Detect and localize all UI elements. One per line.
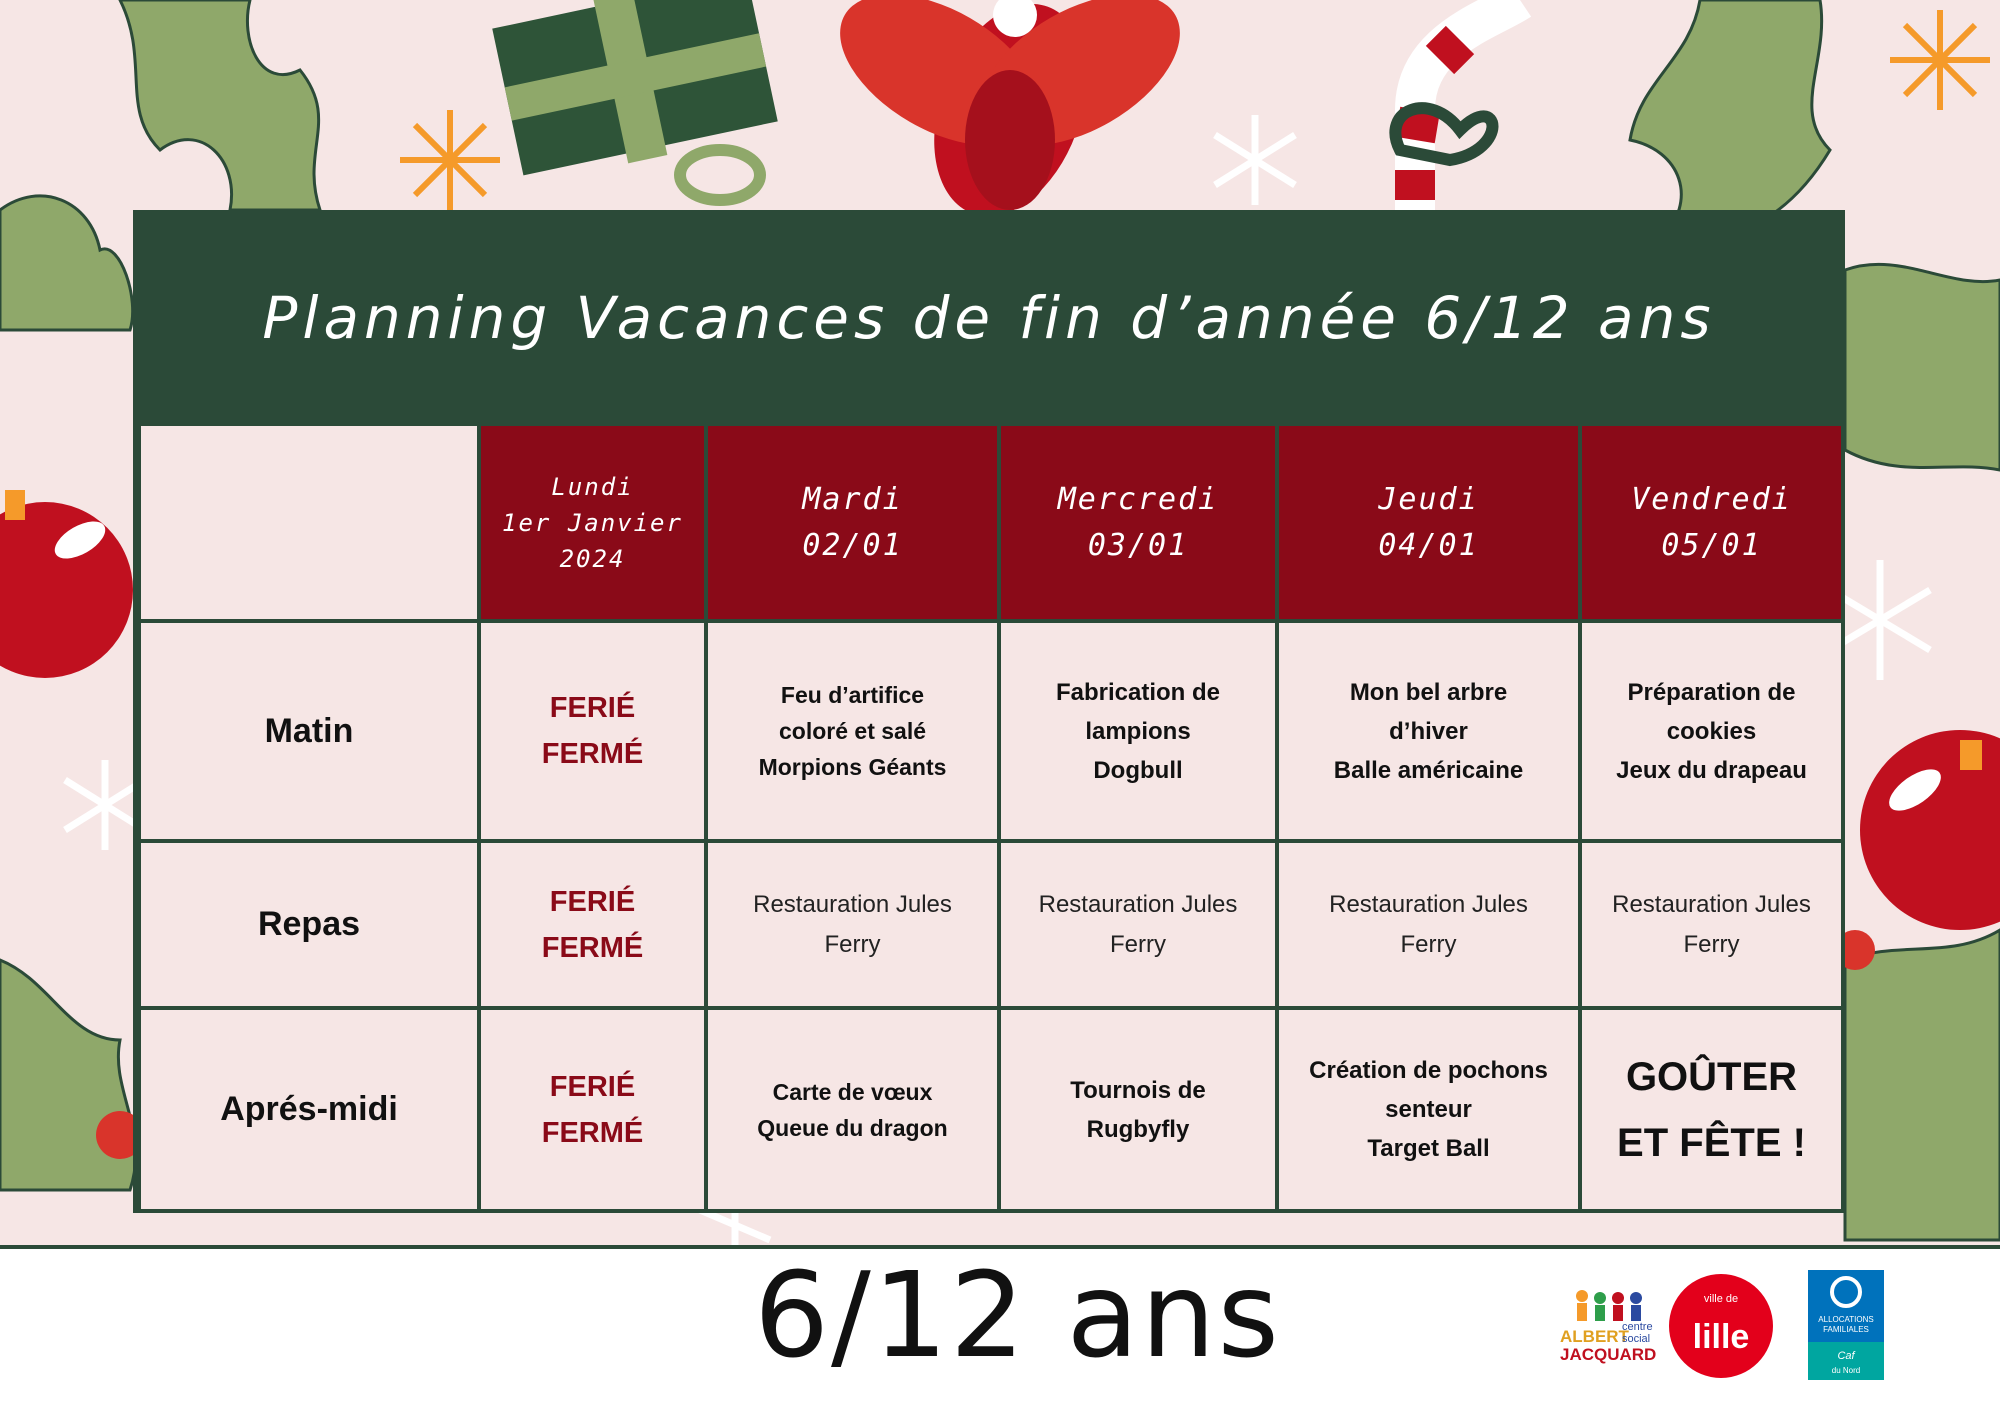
table-header-row — [139, 424, 1843, 621]
schedule-table — [137, 422, 1845, 1213]
planning-board — [133, 210, 1845, 1213]
caf-logo — [1808, 1270, 1884, 1380]
closed-cell: FERIÉ FERMÉ — [479, 621, 706, 841]
row-label-apres-midi: Aprés-midi — [139, 1008, 479, 1211]
page-title: Planning Vacances de fin d’année 6/12 ans — [262, 284, 1716, 352]
meal-cell: Restauration Jules Ferry — [1277, 841, 1580, 1008]
svg-text:ALBERT: ALBERT — [1560, 1327, 1629, 1346]
meal-cell: Restauration Jules Ferry — [706, 841, 999, 1008]
closed-cell: FERIÉ FERMÉ — [479, 1008, 706, 1211]
table-row-apres-midi — [139, 1008, 1843, 1211]
candy-cane-icon — [1395, 0, 1520, 210]
party-cell: GOÛTER ET FÊTE ! — [1580, 1008, 1843, 1211]
activity-cell: Carte de vœux Queue du dragon — [706, 1008, 999, 1211]
row-label-matin: Matin — [139, 621, 479, 841]
board-header — [137, 214, 1841, 422]
gift-box-icon — [492, 0, 778, 200]
activity-cell: Préparation de cookies Jeux du drapeau — [1580, 621, 1843, 841]
svg-text:du Nord: du Nord — [1831, 1366, 1861, 1375]
activity-cell: Fabrication de lampions Dogbull — [999, 621, 1277, 841]
day-header-thursday: Jeudi 04/01 — [1277, 424, 1580, 621]
meal-cell: Restauration Jules Ferry — [999, 841, 1277, 1008]
day-header-monday: Lundi 1er Janvier 2024 — [479, 424, 706, 621]
table-row-repas — [139, 841, 1843, 1008]
day-header-tuesday: Mardi 02/01 — [706, 424, 999, 621]
day-header-friday: Vendredi 05/01 — [1580, 424, 1843, 621]
svg-text:lille: lille — [1692, 1318, 1750, 1356]
svg-text:JACQUARD: JACQUARD — [1560, 1345, 1657, 1364]
lille-logo — [1669, 1274, 1773, 1378]
footer-title: 6/12 ans — [753, 1246, 1282, 1384]
svg-text:ALLOCATIONS: ALLOCATIONS — [1818, 1315, 1874, 1324]
svg-text:FAMILIALES: FAMILIALES — [1823, 1325, 1869, 1334]
closed-cell: FERIÉ FERMÉ — [479, 841, 706, 1008]
meal-cell: Restauration Jules Ferry — [1580, 841, 1843, 1008]
corner-cell — [139, 424, 479, 621]
partner-logos — [1556, 1268, 1956, 1388]
svg-text:centre: centre — [1622, 1321, 1653, 1333]
albert-jacquard-logo — [1560, 1290, 1656, 1364]
table-row-matin — [139, 621, 1843, 841]
svg-text:ville de: ville de — [1703, 1293, 1739, 1305]
activity-cell: Tournois de Rugbyfly — [999, 1008, 1277, 1211]
activity-cell: Feu d’artifice coloré et salé Morpions Géants — [706, 621, 999, 841]
row-label-repas: Repas — [139, 841, 479, 1008]
svg-text:social: social — [1622, 1333, 1651, 1345]
day-header-wednesday: Mercredi 03/01 — [999, 424, 1277, 621]
activity-cell: Création de pochons senteur Target Ball — [1277, 1008, 1580, 1211]
activity-cell: Mon bel arbre d’hiver Balle américaine — [1277, 621, 1580, 841]
poinsettia-icon — [815, 0, 1206, 237]
svg-text:Caf: Caf — [1837, 1350, 1855, 1362]
